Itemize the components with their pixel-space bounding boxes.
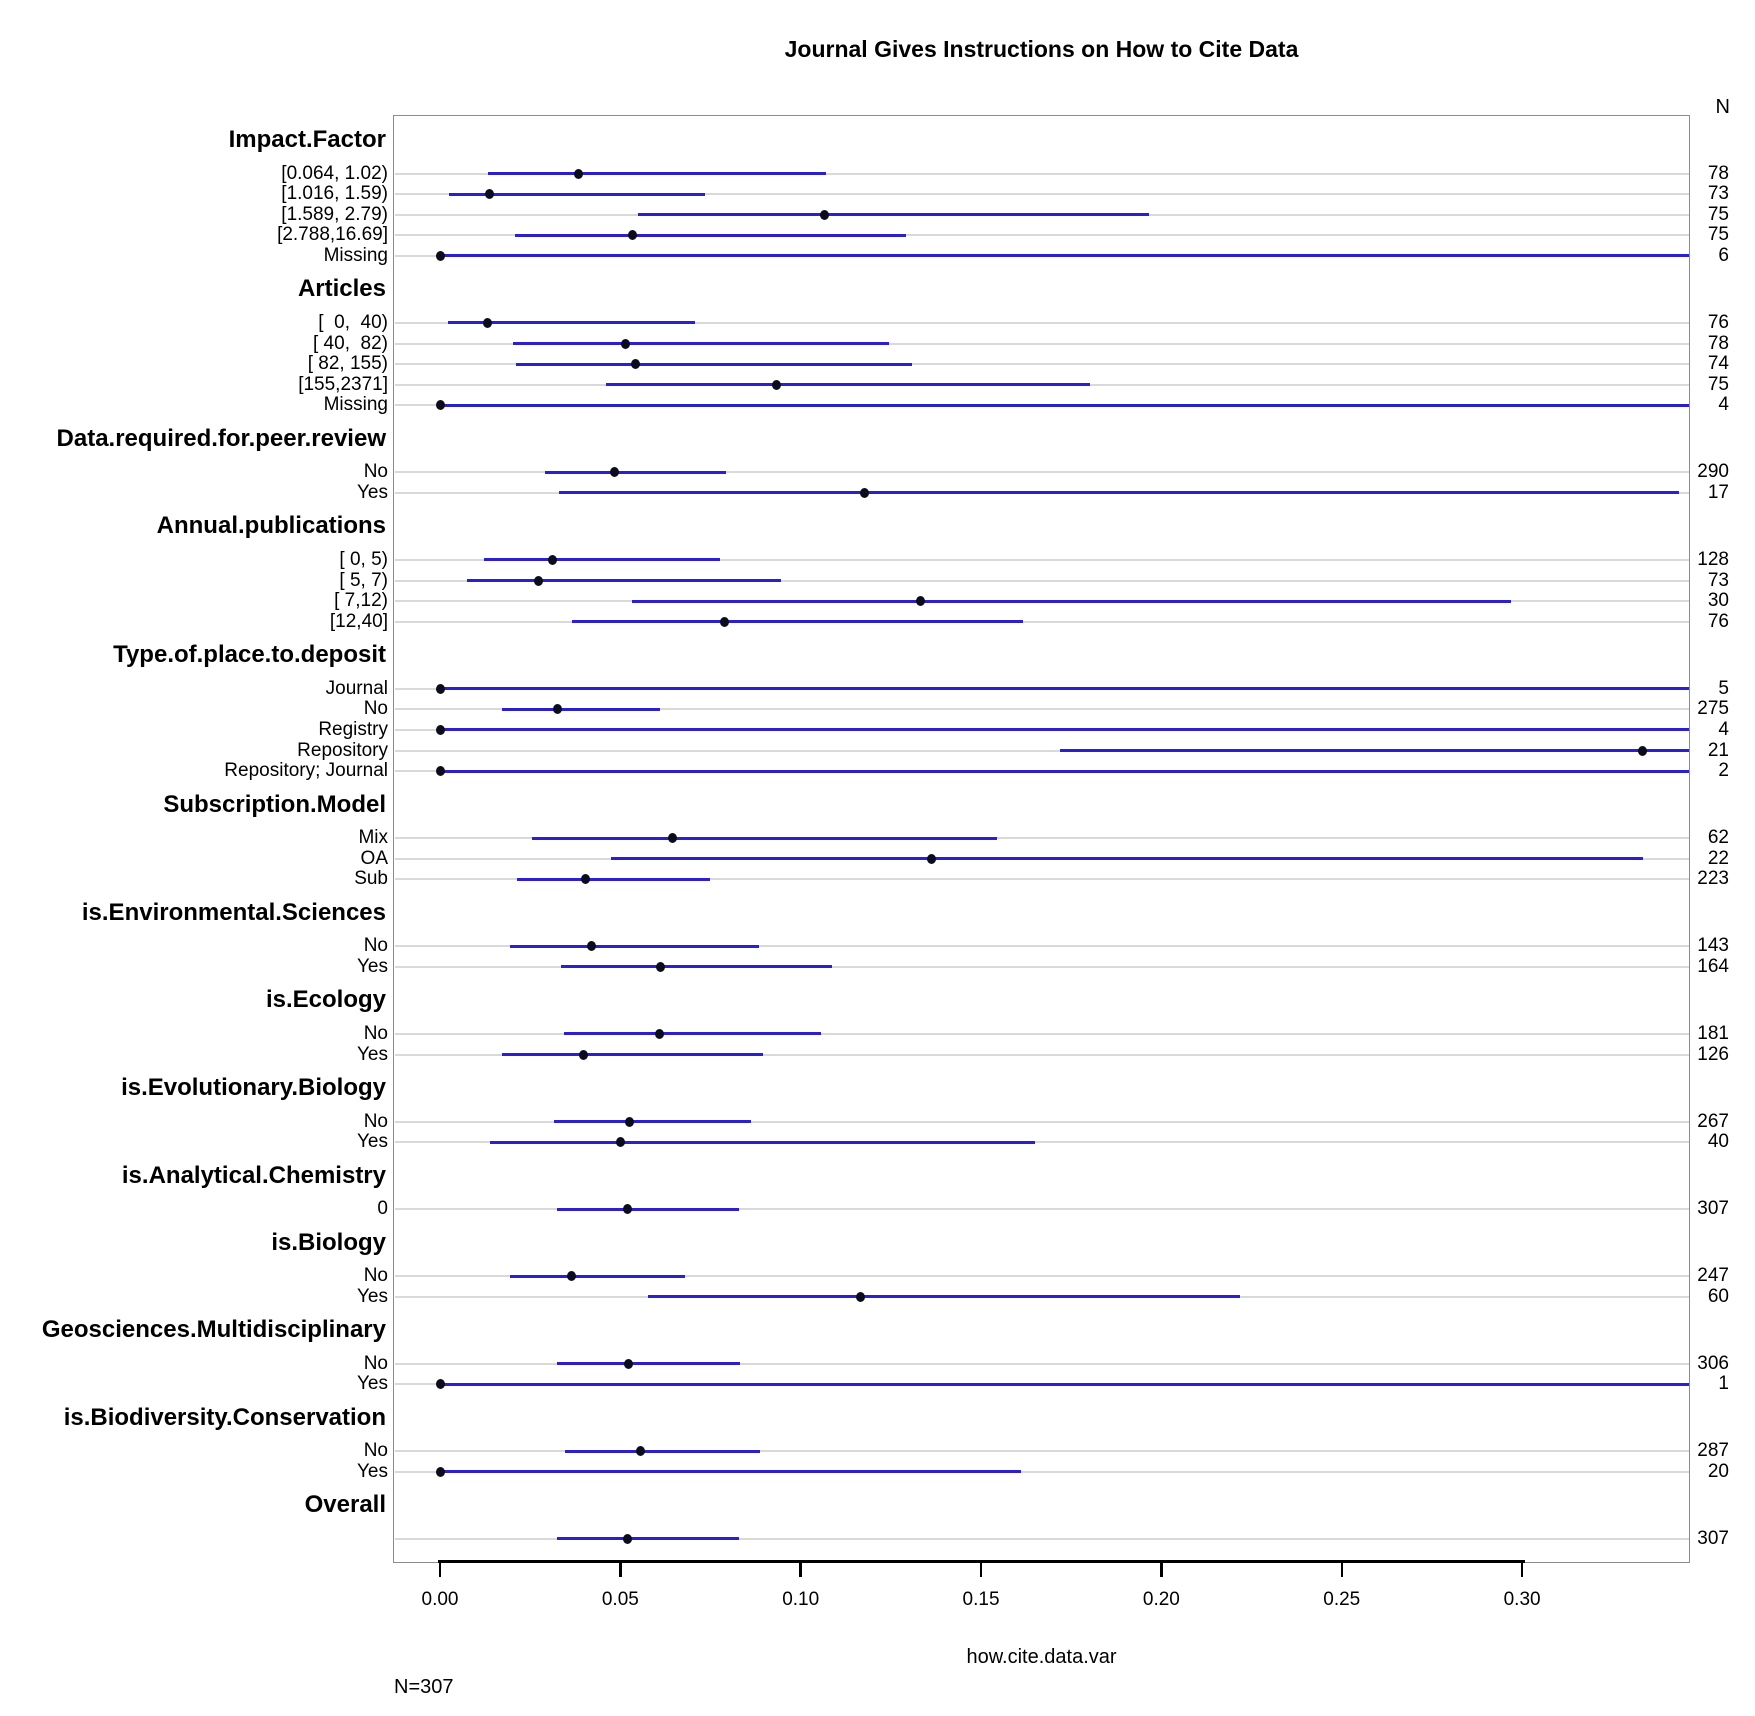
group-label: Type.of.place.to.deposit (113, 641, 386, 669)
row-label: No (363, 935, 388, 957)
row-label: [ 5, 7) (339, 569, 388, 591)
confidence-interval-line (648, 1295, 1240, 1298)
row-label: Sub (354, 868, 388, 890)
n-value: 181 (1697, 1022, 1729, 1044)
row-label: Yes (357, 1285, 388, 1307)
n-value: 2 (1718, 760, 1729, 782)
point-estimate-dot (860, 488, 869, 498)
total-n-label: N=307 (394, 1676, 454, 1698)
row-label: [ 0, 5) (339, 548, 388, 570)
confidence-interval-line (488, 172, 827, 175)
confidence-interval-line (1060, 749, 1689, 752)
n-value: 306 (1697, 1352, 1729, 1374)
confidence-interval-line (510, 945, 759, 948)
row-label: Missing (323, 244, 388, 266)
confidence-interval-line (502, 708, 660, 711)
confidence-interval-line (440, 770, 1689, 773)
n-value: 164 (1697, 955, 1729, 977)
row-label: [ 40, 82) (313, 332, 388, 354)
confidence-interval-line (561, 965, 832, 968)
x-axis-tick-label: 0.25 (1323, 1589, 1361, 1610)
n-value: 22 (1707, 847, 1729, 869)
row-label: Repository (297, 739, 388, 761)
row-label: Missing (323, 394, 388, 416)
group-label: is.Environmental.Sciences (81, 898, 386, 926)
x-axis-tick-label: 0.05 (601, 1589, 639, 1610)
point-estimate-dot (436, 400, 445, 410)
n-value: 6 (1718, 244, 1729, 266)
row-label: No (363, 698, 388, 720)
x-axis-tick-label: 0.00 (421, 1589, 459, 1610)
n-value: 275 (1697, 698, 1729, 720)
n-value: 5 (1718, 677, 1729, 699)
x-axis-tick (1160, 1563, 1163, 1577)
confidence-interval-line (557, 1362, 740, 1365)
point-estimate-dot (485, 189, 494, 199)
confidence-interval-line (440, 404, 1689, 407)
n-value: 78 (1707, 332, 1729, 354)
x-axis-tick-label: 0.15 (962, 1589, 1000, 1610)
confidence-interval-line (632, 600, 1511, 603)
n-value: 17 (1707, 481, 1729, 503)
point-estimate-dot (625, 1117, 634, 1127)
x-axis-tick (799, 1563, 802, 1577)
n-value: 1 (1718, 1373, 1729, 1395)
n-value: 60 (1707, 1285, 1729, 1307)
confidence-interval-line (564, 1032, 821, 1035)
x-axis-tick (1521, 1563, 1524, 1577)
n-value: 75 (1707, 203, 1729, 225)
row-label: Repository; Journal (224, 760, 388, 782)
n-value: 128 (1697, 548, 1729, 570)
confidence-interval-line (467, 579, 780, 582)
n-value: 4 (1718, 718, 1729, 740)
n-value: 40 (1707, 1131, 1729, 1153)
n-value: 126 (1697, 1043, 1729, 1065)
n-value: 73 (1707, 569, 1729, 591)
row-label: Registry (318, 718, 388, 740)
point-estimate-dot (579, 1050, 588, 1060)
confidence-interval-line (606, 383, 1090, 386)
row-label: Journal (325, 677, 388, 699)
confidence-interval-line (611, 857, 1642, 860)
row-label: Yes (357, 481, 388, 503)
row-label: [ 7,12) (334, 590, 388, 612)
n-value: 223 (1697, 868, 1729, 890)
point-estimate-dot (436, 1467, 445, 1477)
row-label: Yes (357, 1460, 388, 1482)
row-label: No (363, 1022, 388, 1044)
group-label: Annual.publications (156, 512, 386, 540)
row-label: No (363, 1440, 388, 1462)
n-value: 143 (1697, 935, 1729, 957)
row-label: [ 0, 40) (318, 311, 388, 333)
n-value: 307 (1697, 1527, 1729, 1549)
point-estimate-dot (436, 725, 445, 735)
x-axis-tick-label: 0.10 (782, 1589, 820, 1610)
confidence-interval-line (557, 1537, 740, 1540)
confidence-interval-line (513, 342, 890, 345)
confidence-interval-line (638, 213, 1149, 216)
group-label: Impact.Factor (228, 126, 386, 153)
row-label: [2.788,16.69] (277, 224, 388, 246)
row-label: No (363, 1352, 388, 1374)
n-value: 307 (1697, 1198, 1729, 1220)
n-value: 76 (1707, 311, 1729, 333)
x-axis-tick-label: 0.30 (1503, 1589, 1541, 1610)
row-label: 0 (377, 1198, 388, 1220)
row-label: [155,2371] (298, 373, 388, 395)
n-column-header: N (1715, 96, 1730, 118)
row-label: [0.064, 1.02) (281, 162, 388, 184)
n-value: 74 (1707, 353, 1729, 375)
confidence-interval-line (440, 728, 1689, 731)
point-estimate-dot (436, 766, 445, 776)
point-estimate-dot (621, 339, 630, 349)
row-label: No (363, 1110, 388, 1132)
n-value: 267 (1697, 1110, 1729, 1132)
x-axis-tick-label: 0.20 (1142, 1589, 1180, 1610)
n-value: 76 (1707, 610, 1729, 632)
x-axis-label: how.cite.data.var (966, 1646, 1117, 1668)
group-label: is.Analytical.Chemistry (121, 1161, 386, 1189)
n-value: 21 (1707, 739, 1729, 761)
x-axis-tick (1341, 1563, 1344, 1577)
point-estimate-dot (483, 318, 492, 328)
point-estimate-dot (567, 1271, 576, 1281)
confidence-interval-line (490, 1141, 1035, 1144)
point-estimate-dot (574, 169, 583, 179)
confidence-interval-line (565, 1450, 760, 1453)
group-label: Subscription.Model (163, 790, 386, 818)
x-axis-tick (619, 1563, 622, 1577)
confidence-interval-line (440, 687, 1689, 690)
n-value: 20 (1707, 1460, 1729, 1482)
n-value: 75 (1707, 373, 1729, 395)
n-value: 247 (1697, 1265, 1729, 1287)
n-value: 62 (1707, 827, 1729, 849)
confidence-interval-line (515, 234, 906, 237)
row-label: OA (360, 847, 388, 869)
point-estimate-dot (655, 1029, 664, 1039)
n-value: 30 (1707, 590, 1729, 612)
confidence-interval-line (516, 363, 912, 366)
x-axis-tick (439, 1563, 442, 1577)
confidence-interval-line (517, 878, 710, 881)
row-label: Yes (357, 1043, 388, 1065)
point-estimate-dot (624, 1359, 633, 1369)
group-label: Data.required.for.peer.review (56, 424, 386, 452)
confidence-interval-line (557, 1208, 740, 1211)
point-estimate-dot (656, 962, 665, 972)
n-value: 73 (1707, 183, 1729, 205)
row-label: [1.589, 2.79) (281, 203, 388, 225)
confidence-interval-line (440, 1383, 1689, 1386)
point-estimate-dot (436, 251, 445, 261)
point-estimate-dot (436, 684, 445, 694)
n-value: 4 (1718, 394, 1729, 416)
confidence-interval-line (440, 254, 1689, 257)
row-label: Yes (357, 1131, 388, 1153)
point-estimate-dot (631, 359, 640, 369)
point-estimate-dot (534, 576, 543, 586)
point-estimate-dot (610, 467, 619, 477)
row-label: [ 82, 155) (307, 353, 388, 375)
n-value: 75 (1707, 224, 1729, 246)
group-label: is.Biodiversity.Conservation (63, 1403, 386, 1431)
group-label: Geosciences.Multidisciplinary (41, 1316, 386, 1344)
group-label: is.Biology (271, 1228, 386, 1256)
chart-title: Journal Gives Instructions on How to Cite Data (784, 36, 1299, 62)
group-label: Overall (304, 1491, 386, 1519)
point-estimate-dot (720, 617, 729, 627)
point-estimate-dot (772, 380, 781, 390)
confidence-interval-line (532, 837, 998, 840)
group-label: Articles (297, 275, 386, 303)
confidence-interval-line (484, 558, 720, 561)
point-estimate-dot (616, 1137, 625, 1147)
row-label: [1.016, 1.59) (281, 183, 388, 205)
confidence-interval-line (572, 620, 1023, 623)
row-label: No (363, 461, 388, 483)
row-label: Yes (357, 955, 388, 977)
group-label: is.Ecology (265, 986, 386, 1014)
row-label: Yes (357, 1373, 388, 1395)
confidence-interval-line (440, 1470, 1021, 1473)
n-value: 290 (1697, 461, 1729, 483)
n-value: 78 (1707, 162, 1729, 184)
row-label: [12,40] (329, 610, 388, 632)
row-label: Mix (358, 827, 388, 849)
confidence-interval-line (502, 1053, 763, 1056)
point-estimate-dot (436, 1379, 445, 1389)
n-value: 287 (1697, 1440, 1729, 1462)
point-estimate-dot (628, 230, 637, 240)
confidence-interval-line (559, 491, 1679, 494)
group-label: is.Evolutionary.Biology (121, 1074, 386, 1101)
confidence-interval-line (554, 1120, 751, 1123)
confidence-interval-line (510, 1275, 685, 1278)
row-label: No (363, 1265, 388, 1287)
point-estimate-dot (1638, 746, 1647, 756)
confidence-interval-line (545, 471, 727, 474)
x-axis-tick (980, 1563, 983, 1577)
